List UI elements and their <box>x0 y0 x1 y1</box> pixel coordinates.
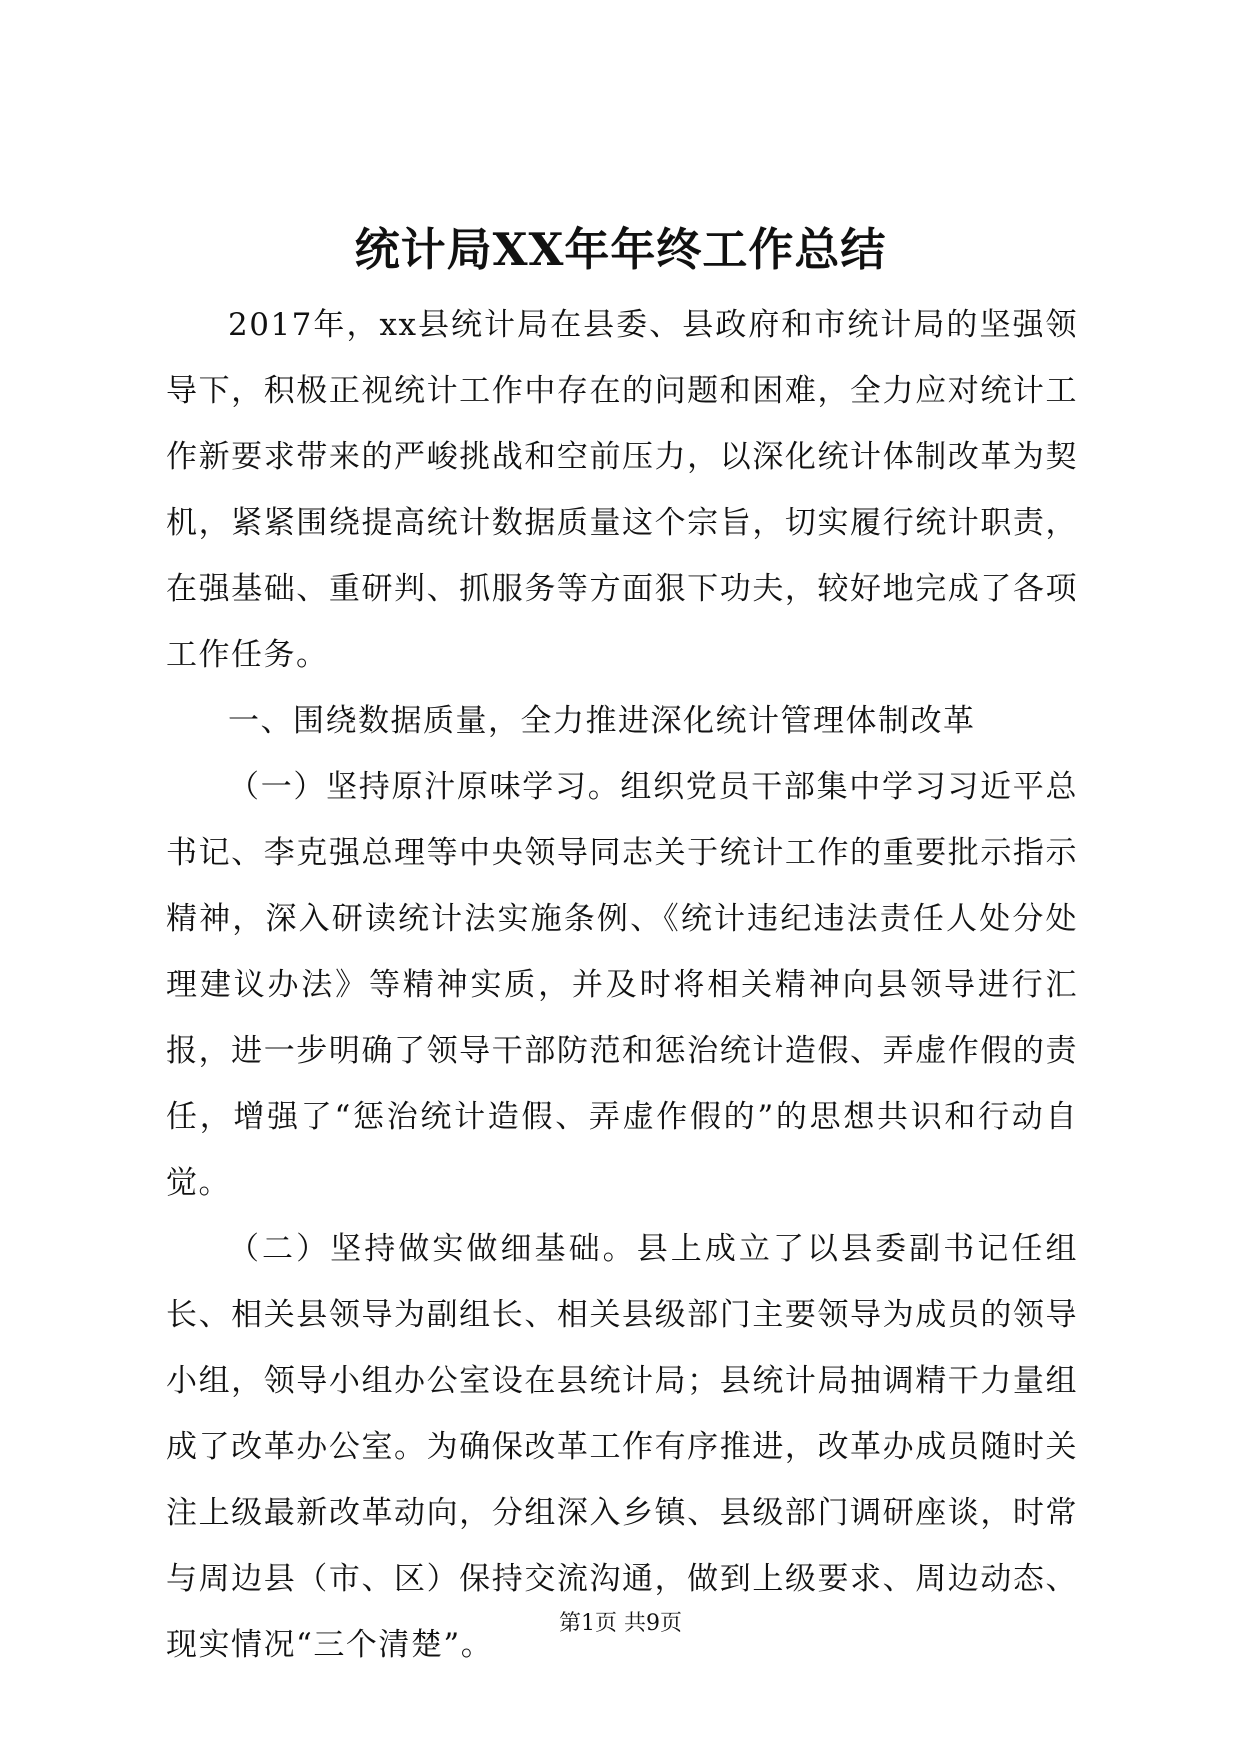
page-footer <box>0 1609 1241 1639</box>
document-title: 统计局XX年年终工作总结 <box>354 223 887 276</box>
page-number: 第1页 共9页 <box>559 1611 682 1636</box>
document-body <box>166 292 1078 1678</box>
section-heading-1: 一、围绕数据质量，全力推进深化统计管理体制改革 <box>228 703 976 739</box>
paragraph-intro: 2017年，xx县统计局在县委、县政府和市统计局的坚强领导下，积极正视统计工作中存在的问题和困难，全力应对统计工作新要求带来的严峻挑战和空前压力，以深化统计体制改革为契机，紧紧围绕提高统计数据质量这个宗旨，切实履行统计职责，在强基础、重研判、抓服务等方面狠下功夫，较好地完成了各项工作任务。 <box>166 307 1078 673</box>
paragraph-foundation: （二）坚持做实做细基础。县上成立了以县委副书记任组长、相关县领导为副组长、相关县级部门主要领导为成员的领导小组，领导小组办公室设在县统计局；县统计局抽调精干力量组成了改革办公室。为确保改革工作有序推进，改革办成员随时关注上级最新改革动向，分组深入乡镇、县级部门调研座谈，时常与周边县（市、区）保持交流沟通，做到上级要求、周边动态、现实情况“三个清楚”。 <box>166 1231 1078 1663</box>
paragraph-study: （一）坚持原汁原味学习。组织党员干部集中学习习近平总书记、李克强总理等中央领导同志关于统计工作的重要批示指示精神，深入研读统计法实施条例、《统计违纪违法责任人处分处理建议办法》等精神实质，并及时将相关精神向县领导进行汇报，进一步明确了领导干部防范和惩治统计造假、弄虚作假的责任，增强了“惩治统计造假、弄虚作假的”的思想共识和行动自觉。 <box>166 769 1078 1201</box>
